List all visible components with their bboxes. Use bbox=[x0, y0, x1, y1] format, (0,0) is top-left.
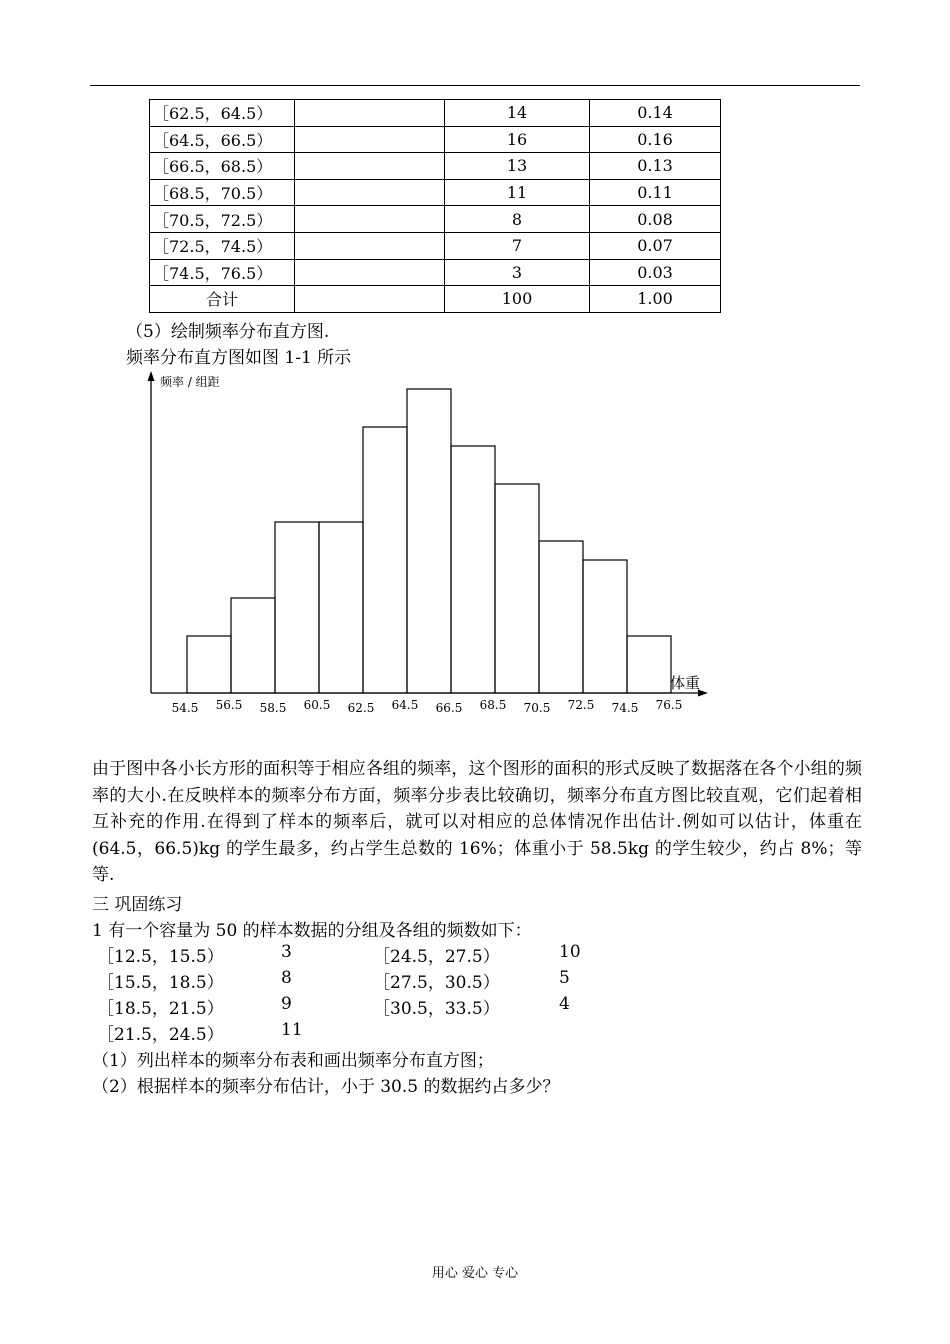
page-footer: 用心 爱心 专心 bbox=[431, 1266, 519, 1281]
total-rate: 1.00 bbox=[590, 286, 721, 313]
ex-count: 10 bbox=[559, 942, 581, 962]
interval-cell: ［62.5，64.5） bbox=[150, 100, 295, 127]
histogram-bar bbox=[275, 522, 319, 693]
step-5-text: （5）绘制频率分布直方图. bbox=[126, 322, 330, 342]
histogram-bar bbox=[495, 484, 539, 693]
rate-cell: 0.13 bbox=[590, 153, 721, 180]
x-tick-label: 56.5 bbox=[215, 698, 243, 712]
frequency-cell: 13 bbox=[445, 153, 590, 180]
y-axis-arrow bbox=[148, 371, 155, 381]
histogram-bar bbox=[451, 446, 495, 693]
x-tick-label: 70.5 bbox=[523, 701, 551, 715]
x-tick-label: 58.5 bbox=[259, 701, 287, 715]
x-tick-label: 54.5 bbox=[171, 701, 199, 715]
x-tick-labels bbox=[172, 698, 683, 715]
interval-cell: ［66.5，68.5） bbox=[150, 153, 295, 180]
ex-count: 4 bbox=[559, 994, 570, 1014]
histogram-bar bbox=[231, 598, 275, 693]
frequency-cell: 7 bbox=[445, 232, 590, 259]
histogram-bar bbox=[319, 522, 363, 693]
rate-cell: 0.03 bbox=[590, 259, 721, 286]
interval-cell: ［64.5，66.5） bbox=[150, 126, 295, 153]
x-tick-label: 62.5 bbox=[347, 701, 375, 715]
ex-interval: ［24.5，27.5） bbox=[373, 947, 500, 967]
histogram-bar bbox=[583, 560, 627, 693]
interval-cell: ［74.5，76.5） bbox=[150, 259, 295, 286]
histogram-bar bbox=[407, 389, 451, 693]
ex-interval: ［21.5，24.5） bbox=[97, 1025, 224, 1045]
rate-cell: 0.11 bbox=[590, 179, 721, 206]
rate-cell: 0.14 bbox=[590, 100, 721, 127]
frequency-cell: 16 bbox=[445, 126, 590, 153]
x-tick-label: 72.5 bbox=[567, 698, 595, 712]
histogram-bar bbox=[187, 636, 231, 693]
frequency-cell: 11 bbox=[445, 179, 590, 206]
histogram-bar bbox=[539, 541, 583, 693]
section-3-heading: 三 巩固练习 bbox=[92, 895, 183, 915]
ex-count: 3 bbox=[281, 942, 292, 962]
frequency-cell: 3 bbox=[445, 259, 590, 286]
interval-cell: ［72.5，74.5） bbox=[150, 232, 295, 259]
ex-interval: ［15.5，18.5） bbox=[97, 973, 224, 993]
interval-cell: ［70.5，72.5） bbox=[150, 206, 295, 233]
rate-cell: 0.07 bbox=[590, 232, 721, 259]
x-tick-label: 68.5 bbox=[479, 698, 507, 712]
x-tick-label: 60.5 bbox=[303, 698, 331, 712]
ex-count: 9 bbox=[281, 994, 292, 1014]
interval-cell: ［68.5，70.5） bbox=[150, 179, 295, 206]
x-tick-label: 66.5 bbox=[435, 701, 463, 715]
histogram-bar bbox=[627, 636, 671, 693]
question-1: （1）列出样本的频率分布表和画出频率分布直方图； bbox=[92, 1051, 494, 1071]
ex-count: 8 bbox=[281, 968, 292, 988]
rate-cell: 0.08 bbox=[590, 206, 721, 233]
x-axis-label: 体重 bbox=[670, 674, 701, 692]
rate-cell: 0.16 bbox=[590, 126, 721, 153]
exercise-1-text: 1 有一个容量为 50 的样本数据的分组及各组的频数如下： bbox=[92, 921, 532, 941]
ex-interval: ［18.5，21.5） bbox=[97, 999, 224, 1019]
y-axis-label: 频率 / 组距 bbox=[160, 375, 220, 389]
histogram-bar bbox=[363, 427, 407, 693]
ex-interval: ［30.5，33.5） bbox=[373, 999, 500, 1019]
histogram-bars bbox=[187, 389, 671, 693]
ex-interval: ［12.5，15.5） bbox=[97, 947, 224, 967]
total-label: 合计 bbox=[150, 286, 295, 313]
ex-interval: ［27.5，30.5） bbox=[373, 973, 500, 993]
x-tick-label: 74.5 bbox=[611, 701, 639, 715]
question-2: （2）根据样本的频率分布估计，小于 30.5 的数据约占多少？ bbox=[92, 1077, 560, 1097]
frequency-cell: 14 bbox=[445, 100, 590, 127]
x-tick-label: 76.5 bbox=[655, 698, 683, 712]
total-frequency: 100 bbox=[445, 286, 590, 313]
x-tick-label: 64.5 bbox=[391, 698, 419, 712]
chart-intro-text: 频率分布直方图如图 1-1 所示 bbox=[126, 348, 352, 368]
ex-count: 5 bbox=[559, 968, 570, 988]
frequency-cell: 8 bbox=[445, 206, 590, 233]
explanation-paragraph: 由于图中各小长方形的面积等于相应各组的频率，这个图形的面积的形式反映了数据落在各个小组的频率的大小.在反映样本的频率分布方面，频率分步表比较确切，频率分布直方图比较直观，它们起着相互补充的作用.在得到了样本的频率后，就可以对相应的总体情况作出估计.例如可以估计，体重在(64.5，66.5)kg 的学生最多，约占学生总数的 16%；体重小于 58.5kg 的学生较少，约占 8%；等等. bbox=[92, 759, 862, 885]
ex-count: 11 bbox=[281, 1020, 303, 1040]
